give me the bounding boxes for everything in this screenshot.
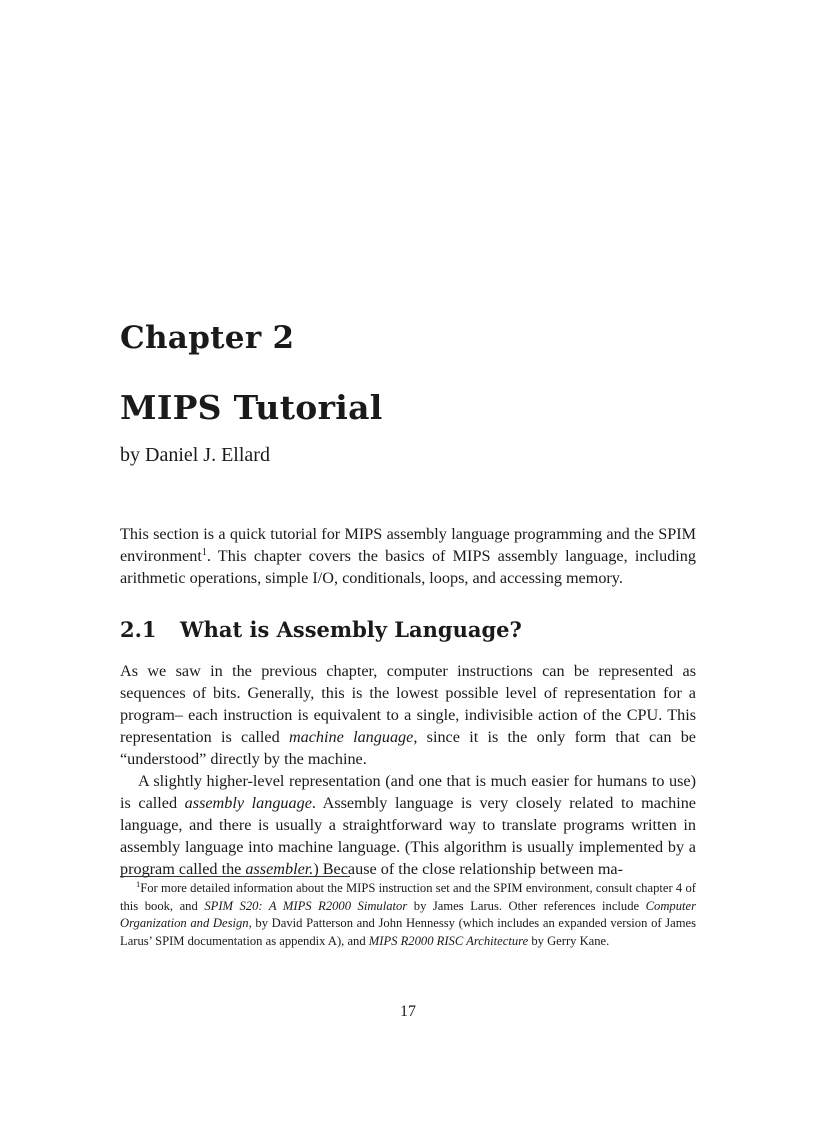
section-paragraph-2	[120, 770, 696, 880]
footnote-ref-spim: SPIM S20: A MIPS R2000 Simulator	[204, 898, 408, 913]
footnote-divider	[120, 876, 350, 877]
chapter-label: Chapter 2	[120, 320, 295, 356]
footnote-marker-ref[interactable]: 1	[201, 547, 207, 558]
chapter-title: MIPS Tutorial	[120, 388, 383, 427]
author-byline: by Daniel J. Ellard	[120, 444, 270, 466]
p1-text-end: , since it is the only form that can be “understood” directly by the machine.	[120, 728, 696, 768]
page-number: 17	[400, 1003, 416, 1020]
p2-text-c: ) Because of the close relationship between ma-	[313, 860, 624, 878]
intro-text-start: This section is a quick tutorial for MIPS assembly language programming and the SPIM environment	[120, 525, 696, 565]
section-heading	[120, 617, 522, 642]
p2-text-a: A slightly higher-level representation (and one that is much easier for humans to use) is called	[120, 772, 696, 812]
footnote-ref-r2000: MIPS R2000 RISC Architecture	[368, 933, 529, 948]
section-paragraph-1	[120, 660, 696, 770]
p2-emphasis-1: assembly language	[184, 794, 312, 812]
p2-text-b: . Assembly language is very closely related to machine language, and there is usually a straightforward way to translate programs written in assembly language into machine language. (This algorithm is usually implemented by a program called the	[120, 794, 696, 878]
section-body	[120, 660, 696, 880]
footnote-text-a: For more detailed information about the MIPS instruction set and the SPIM environment, consult chapter 4 of this book, and	[120, 881, 696, 913]
footnote-text-b: by James Larus. Other references include	[407, 898, 646, 913]
footnote-text-d: by Gerry Kane.	[528, 933, 610, 948]
p2-emphasis-2: assembler.	[245, 860, 314, 878]
intro-paragraph	[120, 523, 696, 589]
footnote-ref-cod: Computer Organization and Design	[120, 898, 697, 930]
intro-text-end: . This chapter covers the basics of MIPS assembly language, including arithmetic operations, simple I/O, conditionals, loops, and accessing memory.	[120, 547, 696, 587]
footnote-marker: 1	[136, 879, 141, 889]
section-title: What is Assembly Language?	[180, 617, 522, 642]
p1-emphasis: machine language	[288, 728, 414, 746]
footnote-text-c: , by David Patterson and John Hennessy (which includes an expanded version of James Larus’ SPIM documentation as appendix A), and	[120, 916, 696, 948]
section-number: 2.1	[120, 617, 157, 642]
p1-text: As we saw in the previous chapter, computer instructions can be represented as sequences of bits. Generally, this is the lowest possible level of representation for a program– each instruction is equivalent to a single, indivisible action of the CPU. This representation is called	[120, 662, 696, 746]
footnote	[120, 880, 696, 950]
